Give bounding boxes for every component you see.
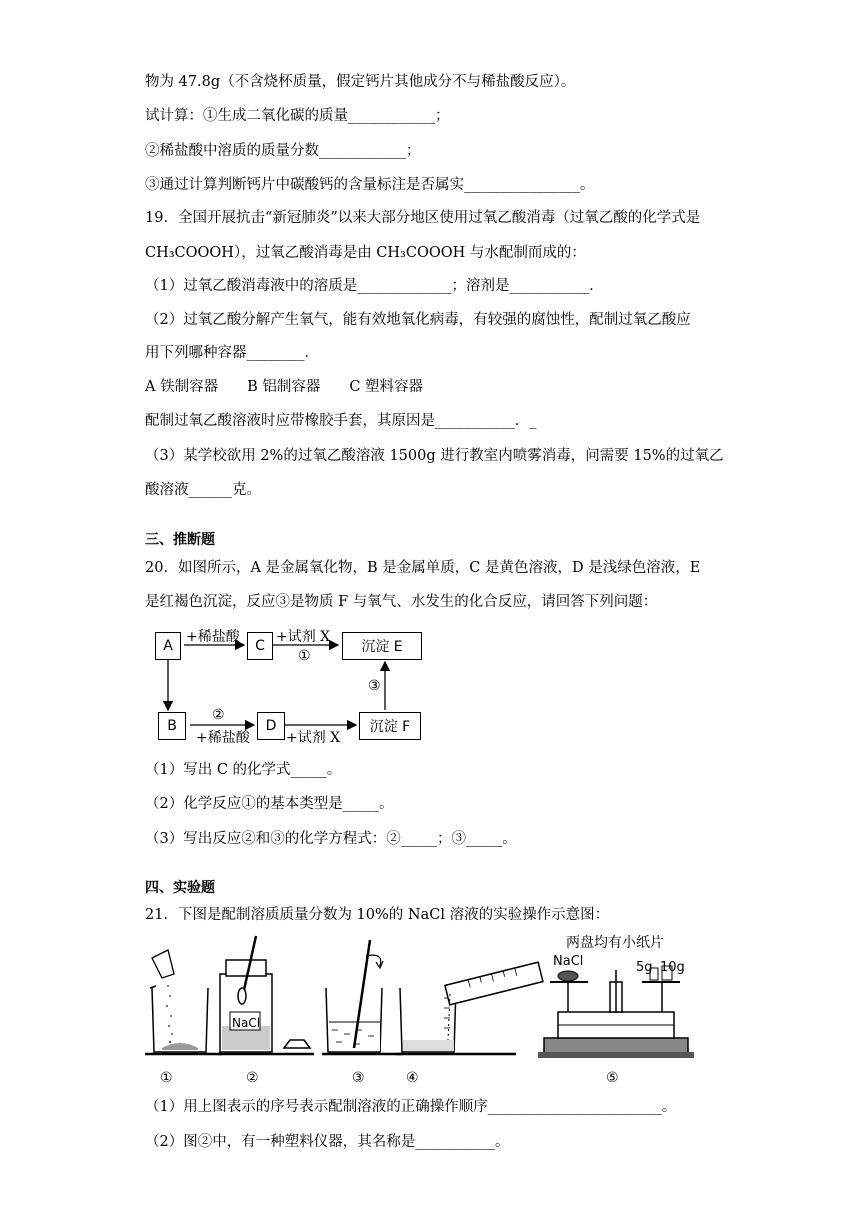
question-20-stem-2: 是红褐色沉淀，反应③是物质 F 与氧气、水发生的化合反应，请回答下列问题： (145, 594, 658, 610)
figure-number-2: ② (246, 1070, 259, 1086)
reagent-bottle-icon (218, 936, 314, 1054)
node-a: A (155, 632, 181, 660)
question-19-options: A 铁制容器 B 铝制容器 C 塑料容器 (145, 379, 424, 395)
label-reaction-2: ② (212, 707, 225, 723)
node-d: D (257, 712, 285, 740)
label-reaction-3: ③ (368, 678, 381, 694)
label-weight-10g: 10g (660, 960, 685, 975)
question-19-2b: 用下列哪种容器________． (145, 345, 319, 361)
figure-title: 两盘均有小纸片 (566, 935, 664, 951)
label-hcl-1: +稀盐酸 (186, 629, 240, 645)
balance-scale-icon (538, 966, 694, 1058)
cylinder-pour-icon (396, 962, 543, 1054)
question-18-1: 试计算：①生成二氧化碳的质量____________； (145, 108, 450, 124)
question-19-stem-2: CH₃COOOH），过氧乙酸消毒是由 CH₃COOOH 与水配制而成的： (145, 245, 586, 261)
node-b: B (158, 712, 186, 740)
question-18-2: ②稀盐酸中溶质的质量分数____________； (145, 143, 421, 159)
question-20-2: （2）化学反应①的基本类型是_____。 (145, 796, 394, 812)
experiment-drawing (140, 930, 700, 1090)
question-19-3b: 酸溶液______克。 (145, 482, 261, 498)
node-f: 沉淀 F (359, 712, 421, 740)
experiment-figure (140, 930, 700, 1090)
label-nacl-bottle: NaCl (232, 1016, 261, 1030)
figure-number-5: ⑤ (606, 1070, 619, 1086)
figure-number-4: ④ (406, 1070, 419, 1086)
section-heading-3: 三、推断题 (145, 532, 215, 548)
text-line: 物为 47.8g（不含烧杯质量，假定钙片其他成分不与稀盐酸反应）。 (145, 74, 576, 90)
question-20-3: （3）写出反应②和③的化学方程式：②_____；③_____。 (145, 831, 517, 847)
beaker-stir-icon (322, 940, 402, 1054)
label-weight-5g: 5g (636, 960, 653, 975)
label-nacl-pan: NaCl (553, 954, 584, 969)
question-19-stem: 19．全国开展抗击“新冠肺炎”以来大部分地区使用过氧乙酸消毒（过氧乙酸的化学式是 (145, 210, 701, 226)
question-21-1: （1）用上图表示的序号表示配制溶液的正确操作顺序________________________。 (145, 1099, 677, 1115)
reaction-diagram (150, 628, 430, 748)
label-hcl-2: +稀盐酸 (196, 730, 250, 746)
question-19-3: （3）某学校欲用 2%的过氧乙酸溶液 1500g 进行教室内喷雾消毒，问需要 15%的过氧乙 (145, 448, 724, 464)
figure-number-1: ① (160, 1070, 173, 1086)
question-20-1: （1）写出 C 的化学式_____。 (145, 762, 342, 778)
label-reagent-x-2: +试剂 X (286, 730, 341, 746)
beaker-pour-icon (145, 950, 222, 1054)
question-19-2: （2）过氧乙酸分解产生氧气，能有效地氧化病毒，有较强的腐蚀性，配制过氧乙酸应 (145, 312, 691, 328)
node-c: C (247, 632, 273, 660)
section-heading-4: 四、实验题 (145, 880, 215, 896)
node-e: 沉淀 E (342, 632, 422, 660)
question-18-3: ③通过计算判断钙片中碳酸钙的含量标注是否属实________________。 (145, 177, 595, 193)
figure-number-3: ③ (352, 1070, 365, 1086)
question-20-stem: 20．如图所示，A 是金属氧化物，B 是金属单质，C 是黄色溶液，D 是浅绿色溶液，E (145, 560, 701, 576)
label-reagent-x-1: +试剂 X (276, 629, 331, 645)
question-21-2: （2）图②中，有一种塑料仪器，其名称是___________。 (145, 1134, 510, 1150)
label-reaction-1: ① (298, 648, 311, 664)
question-19-1: （1）过氧乙酸消毒液中的溶质是_____________；溶剂是___________． (145, 278, 604, 294)
question-21-stem: 21．下图是配制溶质质量分数为 10%的 NaCl 溶液的实验操作示意图： (145, 907, 610, 923)
question-19-glove: 配制过氧乙酸溶液时应带橡胶手套，其原因是___________．_ (145, 413, 537, 429)
